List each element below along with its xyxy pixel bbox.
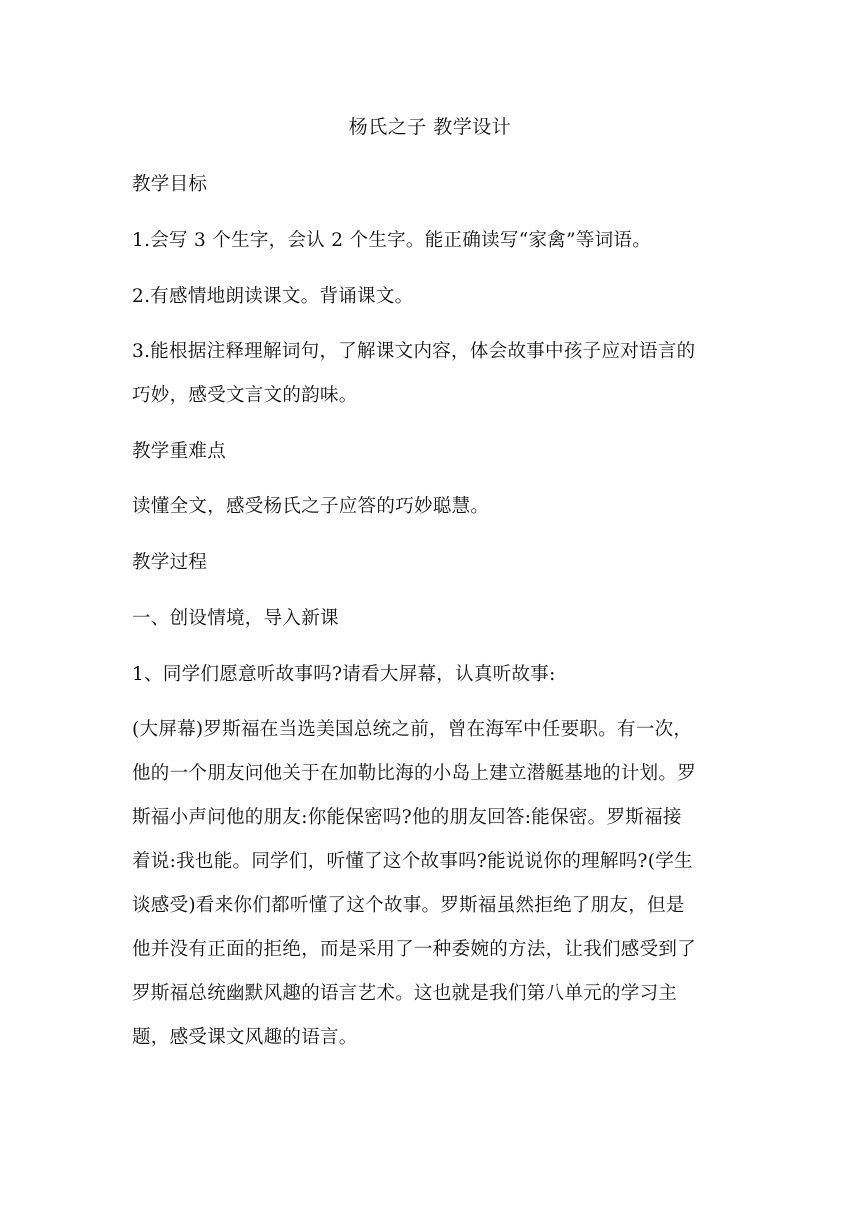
section-1-heading: 一、创设情境，导入新课 <box>132 608 339 629</box>
goal-1: 1.会写 3 个生字，会认 2 个生字。能正确读写“家禽”等词语。 <box>132 230 652 251</box>
document-title: 杨氏之子 教学设计 <box>348 116 512 138</box>
story-line: 谈感受)看来你们都听懂了这个故事。罗斯福虽然拒绝了朋友，但是 <box>132 895 685 916</box>
goal-2: 2.有感情地朗读课文。背诵课文。 <box>132 286 414 307</box>
step-1-text: 1、同学们愿意听故事吗?请看大屏幕，认真听故事: <box>132 664 556 685</box>
story-line: 斯福小声问他的朋友:你能保密吗?他的朋友回答:能保密。罗斯福接 <box>132 807 682 828</box>
heading-key-points: 教学重难点 <box>132 441 227 462</box>
story-line: 他的一个朋友问他关于在加勒比海的小岛上建立潜艇基地的计划。罗 <box>132 763 697 784</box>
story-line: 题，感受课文风趣的语言。 <box>132 1027 358 1048</box>
goal-3-line-1: 3.能根据注释理解词句，了解课文内容，体会故事中孩子应对语言的 <box>132 341 696 362</box>
story-line: 他并没有正面的拒绝，而是采用了一种委婉的方法，让我们感受到了 <box>132 939 697 960</box>
story-line: 罗斯福总统幽默风趣的语言艺术。这也就是我们第八单元的学习主 <box>132 983 678 1004</box>
story-line: 着说:我也能。同学们，听懂了这个故事吗?能说说你的理解吗?(学生 <box>132 851 693 872</box>
key-points-text: 读懂全文，感受杨氏之子应答的巧妙聪慧。 <box>132 496 490 517</box>
goal-3-line-2: 巧妙，感受文言文的韵味。 <box>132 385 358 406</box>
story-line: (大屏幕)罗斯福在当选美国总统之前，曾在海军中任要职。有一次， <box>132 719 693 740</box>
heading-teaching-process: 教学过程 <box>132 552 208 573</box>
heading-teaching-goals: 教学目标 <box>132 174 208 195</box>
